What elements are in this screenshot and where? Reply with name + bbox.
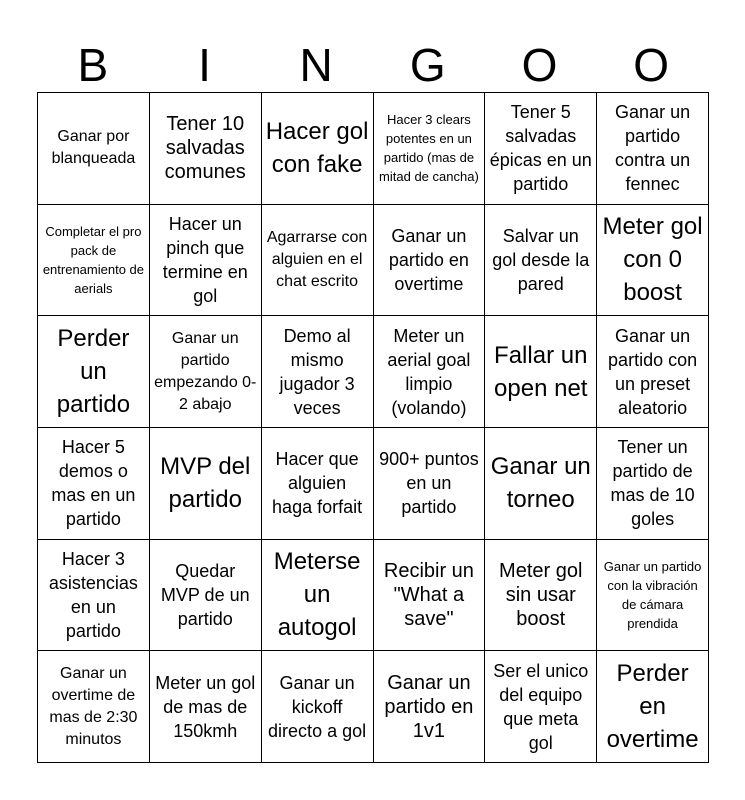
cell-text: Demo al mismo jugador 3 veces <box>279 325 355 418</box>
bingo-cell[interactable] <box>485 93 597 205</box>
bingo-cell[interactable] <box>150 651 262 763</box>
bingo-cell[interactable] <box>262 93 374 205</box>
bingo-cell[interactable] <box>597 428 709 540</box>
bingo-cell[interactable] <box>374 651 486 763</box>
bingo-cell[interactable] <box>38 651 150 763</box>
bingo-cell[interactable] <box>485 316 597 428</box>
cell-text: Ganar un partido con un preset aleatorio <box>608 325 698 418</box>
cell-text: Ganar un partido con la vibración de cámara prendida <box>603 558 702 631</box>
bingo-cell[interactable] <box>150 316 262 428</box>
bingo-cell[interactable] <box>150 93 262 205</box>
bingo-cell[interactable] <box>485 651 597 763</box>
cell-text: 900+ puntos en un partido <box>379 449 479 518</box>
title-letter-g: G <box>409 39 446 91</box>
cell-text: Hacer un pinch que termine en gol <box>162 213 248 306</box>
bingo-cell[interactable] <box>485 205 597 317</box>
title-letter-o: O <box>521 39 558 91</box>
bingo-cell[interactable] <box>150 205 262 317</box>
bingo-cell[interactable] <box>38 540 150 652</box>
cell-text: Meter gol con 0 boost <box>602 213 703 307</box>
cell-text: Hacer 3 asistencias en un partido <box>48 548 138 641</box>
bingo-cell[interactable] <box>597 651 709 763</box>
bingo-cell[interactable] <box>38 205 150 317</box>
bingo-cell[interactable] <box>150 540 262 652</box>
bingo-cell[interactable] <box>262 428 374 540</box>
cell-text: Hacer 5 demos o mas en un partido <box>51 437 136 530</box>
cell-text: Agarrarse con alguien en el chat escrito <box>266 228 368 290</box>
bingo-cell[interactable] <box>374 428 486 540</box>
cell-text: Fallar un open net <box>494 341 588 402</box>
cell-text: Tener un partido de mas de 10 goles <box>610 437 695 530</box>
bingo-cell[interactable] <box>374 205 486 317</box>
bingo-cell[interactable] <box>262 651 374 763</box>
bingo-cell[interactable] <box>38 93 150 205</box>
cell-text: Ganar un partido en 1v1 <box>384 671 474 742</box>
bingo-cell[interactable] <box>374 316 486 428</box>
bingo-cell[interactable] <box>38 316 150 428</box>
bingo-cell[interactable] <box>597 540 709 652</box>
cell-text: Hacer que alguien haga forfait <box>272 449 363 518</box>
cell-text: Tener 10 salvadas comunes <box>164 113 246 184</box>
cell-text: Meterse un autogol <box>273 548 361 642</box>
cell-text: Recibir un "What a save" <box>383 559 474 630</box>
bingo-cell[interactable] <box>485 428 597 540</box>
bingo-cell[interactable] <box>262 540 374 652</box>
cell-text: Salvar un gol desde la pared <box>492 225 590 294</box>
bingo-title <box>37 38 707 92</box>
title-letter-b: B <box>77 39 109 91</box>
cell-text: Ser el unico del equipo que meta gol <box>493 660 589 753</box>
cell-text: Ganar un partido en overtime <box>388 225 469 294</box>
cell-text: Ganar por blanqueada <box>51 128 136 168</box>
cell-text: Quedar MVP de un partido <box>160 560 250 629</box>
bingo-board <box>37 92 709 763</box>
bingo-cell[interactable] <box>597 316 709 428</box>
cell-text: Perder un partido <box>56 325 131 419</box>
bingo-cell[interactable] <box>374 93 486 205</box>
title-letter-n: N <box>299 39 333 91</box>
cell-text: Perder en overtime <box>606 660 699 754</box>
bingo-cell[interactable] <box>150 428 262 540</box>
bingo-cell[interactable] <box>597 93 709 205</box>
title-letter-o2: O <box>633 39 670 91</box>
bingo-cell[interactable] <box>262 205 374 317</box>
cell-text: Ganar un overtime de mas de 2:30 minutos <box>49 664 138 748</box>
bingo-cell[interactable] <box>262 316 374 428</box>
cell-text: Tener 5 salvadas épicas en un partido <box>489 102 592 195</box>
bingo-cell[interactable] <box>485 540 597 652</box>
cell-text: Meter un gol de mas de 150kmh <box>155 672 256 741</box>
cell-text: Ganar un torneo <box>490 453 591 514</box>
bingo-cell[interactable] <box>38 428 150 540</box>
cell-text: Meter gol sin usar boost <box>499 559 583 630</box>
cell-text: Completar el pro pack de entrenamiento de aerials <box>42 223 144 296</box>
cell-text: MVP del partido <box>160 453 251 514</box>
cell-text: Ganar un partido contra un fennec <box>615 102 691 195</box>
title-letter-i: I <box>198 39 211 91</box>
bingo-cell[interactable] <box>374 540 486 652</box>
bingo-cell[interactable] <box>597 205 709 317</box>
cell-text: Ganar un partido empezando 0-2 abajo <box>154 329 257 413</box>
cell-text: Hacer gol con fake <box>265 118 369 179</box>
cell-text: Ganar un kickoff directo a gol <box>268 672 367 741</box>
cell-text: Meter un aerial goal limpio (volando) <box>387 325 471 418</box>
cell-text: Hacer 3 clears potentes en un partido (mas de mitad de cancha) <box>379 112 479 185</box>
